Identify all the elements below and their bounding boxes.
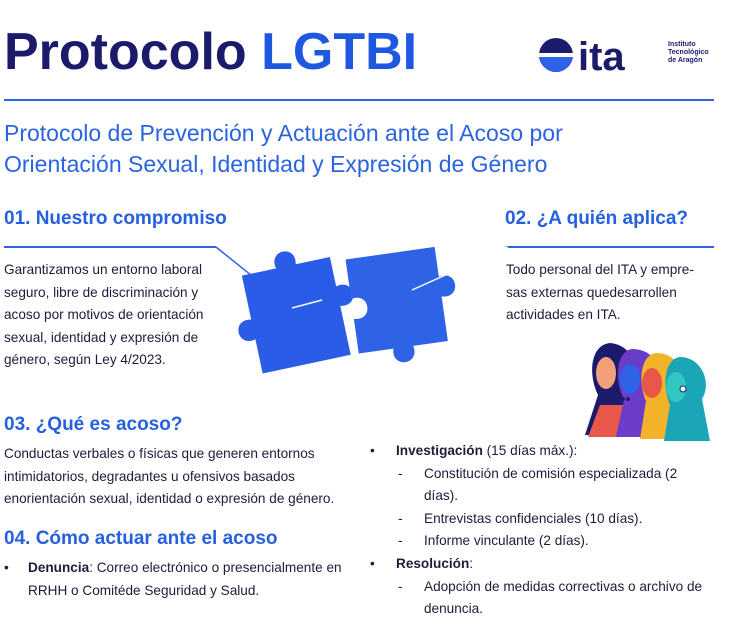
text-line: sas externas quedesarrollen bbox=[506, 284, 677, 300]
dash: - bbox=[398, 578, 403, 594]
text-line: Conductas verbales o físicas que generen entornos bbox=[4, 446, 315, 461]
sub-item bbox=[370, 463, 716, 486]
text-line: Todo personal del ITA y empre- bbox=[506, 262, 694, 277]
text-line: género, según Ley 4/2023. bbox=[4, 352, 166, 368]
section2-divider bbox=[506, 246, 714, 248]
text-line: enorientación sexual, identidad o expresión de género. bbox=[4, 491, 335, 507]
title-part-2: LGTBI bbox=[261, 23, 418, 81]
bullet: • bbox=[370, 443, 375, 458]
sub-item bbox=[370, 576, 716, 599]
logo-subtext bbox=[668, 41, 709, 65]
investigacion-label: Investigación bbox=[396, 443, 483, 458]
denuncia-item bbox=[4, 557, 364, 602]
investigacion-text: (15 días máx.): bbox=[482, 443, 578, 458]
denuncia-label: Denuncia bbox=[28, 560, 90, 575]
logo-subtext-line: de Aragón bbox=[668, 57, 703, 64]
text-line: actividades en ITA. bbox=[506, 307, 621, 323]
sub-item bbox=[370, 508, 716, 531]
sub-item bbox=[370, 530, 716, 553]
dash: - bbox=[398, 465, 403, 481]
puzzle-piece-right bbox=[346, 245, 465, 369]
bullet: • bbox=[4, 560, 9, 575]
sub-item-text: Informe vinculante (2 días). bbox=[424, 533, 589, 549]
investigacion-item bbox=[370, 440, 716, 463]
section3-heading: 03. ¿Qué es acoso? bbox=[4, 414, 183, 435]
section3-text bbox=[4, 443, 364, 511]
sub-item-text: Constitución de comisión especializada (2 bbox=[424, 465, 678, 481]
logo-subtext-line: Tecnológico bbox=[668, 49, 709, 56]
sub-item-text: días). bbox=[424, 488, 458, 504]
puzzle-pieces-illustration bbox=[212, 222, 512, 387]
process-list bbox=[370, 440, 716, 621]
section4-heading: 04. Cómo actuar ante el acoso bbox=[4, 528, 278, 549]
sub-item-text: denuncia. bbox=[424, 601, 483, 617]
section1-text bbox=[4, 259, 217, 372]
diverse-people-illustration bbox=[580, 335, 712, 443]
text-line: intimidatorios, degradantes u ofensivos basados bbox=[4, 468, 295, 484]
page-title bbox=[4, 22, 417, 82]
subtitle-line: Orientación Sexual, Identidad y Expresión de Género bbox=[4, 151, 548, 177]
resolucion-text: : bbox=[469, 555, 474, 571]
text-line: Garantizamos un entorno laboral bbox=[4, 262, 202, 277]
sub-item-text: Adopción de medidas correctivas o archivo de bbox=[424, 578, 703, 594]
section2-heading: 02. ¿A quién aplica? bbox=[505, 208, 689, 229]
title-part-1: Protocolo bbox=[4, 23, 247, 81]
dash: - bbox=[398, 510, 403, 526]
header-divider bbox=[4, 99, 714, 101]
dash: - bbox=[398, 533, 403, 549]
resolucion-item bbox=[370, 553, 716, 576]
logo-subtext-line: Instituto bbox=[668, 41, 696, 48]
section1-divider bbox=[4, 246, 216, 248]
text-line: seguro, libre de discriminación y bbox=[4, 284, 199, 300]
text-line: acoso por motivos de orientación bbox=[4, 307, 204, 323]
sub-item-text: Entrevistas confidenciales (10 días). bbox=[424, 510, 643, 526]
denuncia-text: : Correo electrónico o presencialmente en bbox=[89, 560, 342, 575]
section1-heading: 01. Nuestro compromiso bbox=[4, 208, 227, 229]
subtitle bbox=[4, 118, 704, 180]
section2-text bbox=[506, 259, 698, 327]
text-line: sexual, identidad y expresión de bbox=[4, 329, 199, 345]
bullet: • bbox=[370, 555, 375, 571]
denuncia-text: RRHH o Comitéde Seguridad y Salud. bbox=[28, 582, 260, 598]
resolucion-label: Resolución bbox=[396, 555, 470, 571]
subtitle-line: Protocolo de Prevención y Actuación ante el Acoso por bbox=[4, 120, 563, 146]
logo-brand: ita bbox=[578, 36, 625, 76]
